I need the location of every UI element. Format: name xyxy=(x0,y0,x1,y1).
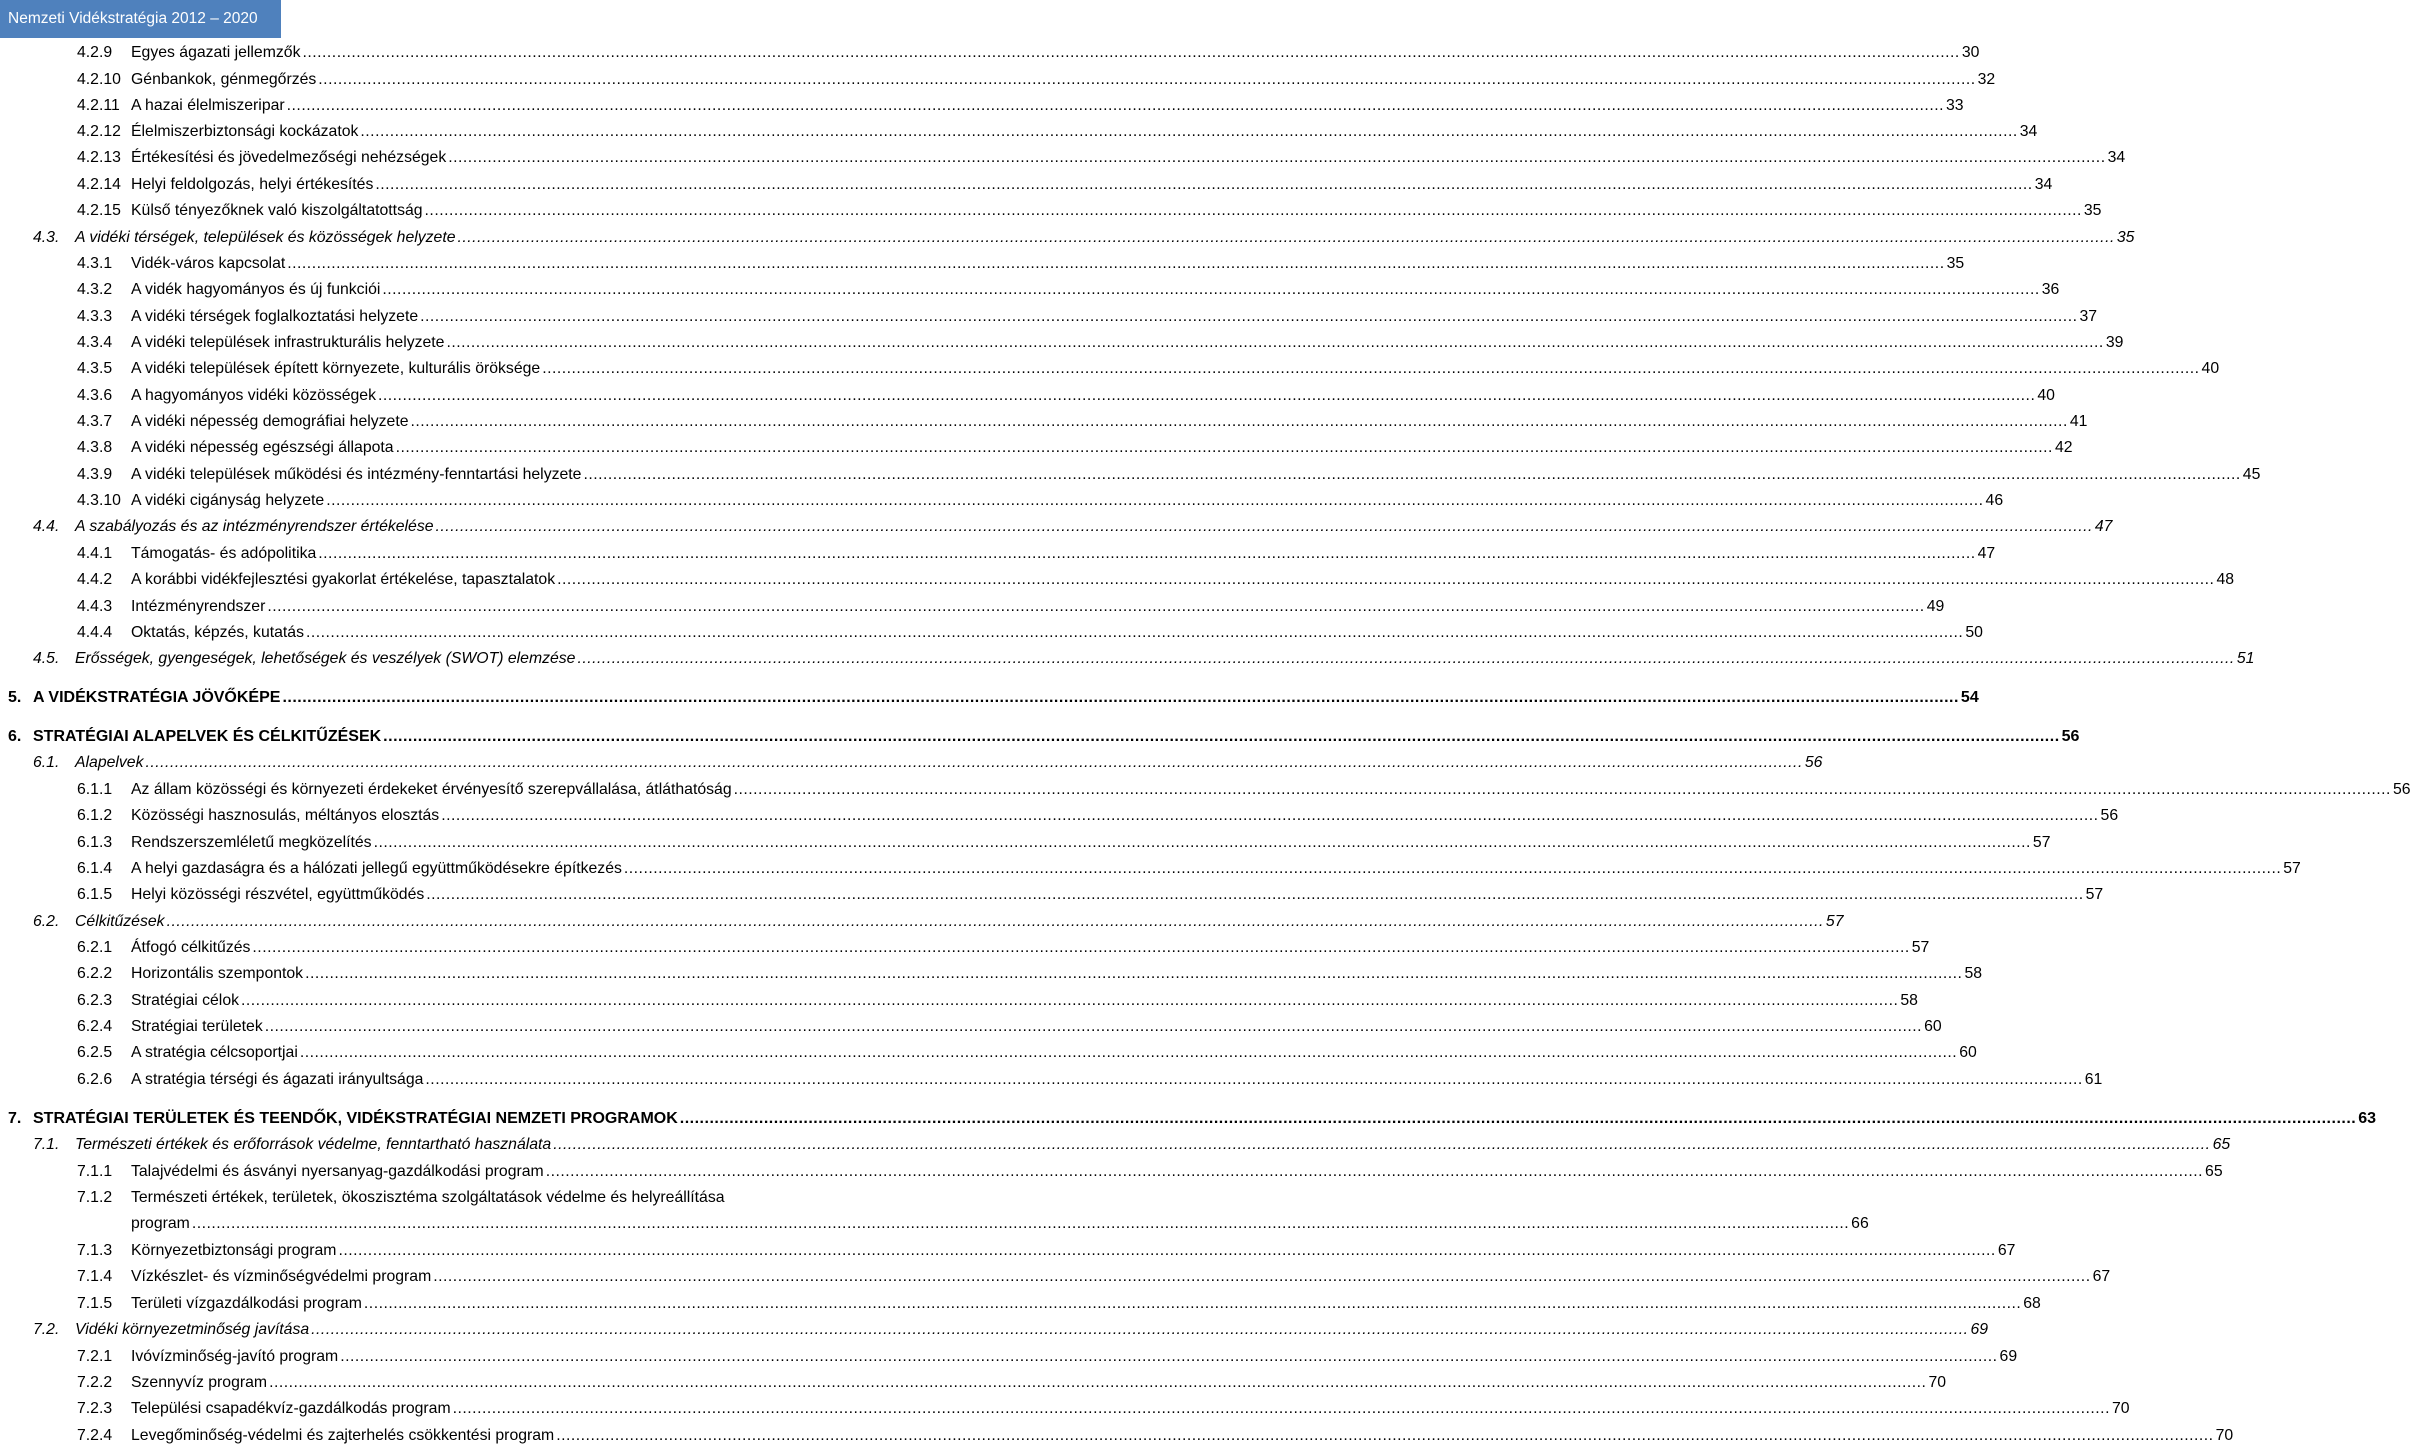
toc-entry-title: Az állam közösségi és környezeti érdekeket érvényesítő szerepvállalása, átláthatóság xyxy=(131,781,732,798)
dot-leader xyxy=(340,1346,1997,1368)
toc-entry-title: Levegőminőség-védelmi és zajterhelés csökkentési program xyxy=(131,1427,555,1444)
dot-leader xyxy=(192,1213,1849,1235)
toc-entry-number: 4.3.2 xyxy=(77,281,113,298)
toc-entry-title: A vidéki térségek foglalkoztatási helyzete xyxy=(131,308,419,325)
toc-entry-page: 70 xyxy=(2215,1427,2234,1444)
toc-entry-title: Támogatás- és adópolitika xyxy=(131,545,317,562)
toc-entry[interactable] xyxy=(77,1187,955,1209)
toc-entry[interactable] xyxy=(77,42,1980,64)
toc-entry-page: 56 xyxy=(2061,728,2080,745)
toc-entry-title: A helyi gazdaságra és a hálózati jellegű együttműködésekre építkezés xyxy=(131,860,622,877)
toc-entry-title: Vízkészlet- és vízminőségvédelmi program xyxy=(131,1268,432,1285)
toc-entry-title: A vidéki cigányság helyzete xyxy=(131,492,325,509)
toc-entry[interactable] xyxy=(77,253,1965,275)
toc-entry-continuation[interactable] xyxy=(131,1213,1869,1235)
dot-leader xyxy=(318,69,1975,91)
toc-entry[interactable] xyxy=(77,490,2004,512)
toc-entry[interactable] xyxy=(8,726,2080,748)
toc-entry[interactable] xyxy=(77,385,2055,407)
toc-entry-number: 6.2.1 xyxy=(77,939,113,956)
toc-entry-number: 4.2.13 xyxy=(77,149,121,166)
toc-entry-number: 4.3. xyxy=(33,229,60,246)
toc-entry-number: 6. xyxy=(8,728,22,745)
toc-entry[interactable] xyxy=(33,911,1844,933)
toc-entry-title: Vidéki környezetminőség javítása xyxy=(75,1321,310,1338)
toc-entry-number: 4.2.14 xyxy=(77,176,121,193)
dot-leader xyxy=(433,1266,2090,1288)
toc-entry-number: 6.2.3 xyxy=(77,992,113,1009)
toc-entry-title: A stratégia térségi és ágazati irányultsága xyxy=(131,1071,424,1088)
toc-entry-page: 40 xyxy=(2037,387,2055,404)
toc-entry-number: 6.1.4 xyxy=(77,860,113,877)
toc-entry-title: A hazai élelmiszeripar xyxy=(131,97,285,114)
toc-entry[interactable] xyxy=(77,1293,2041,1315)
toc-entry[interactable] xyxy=(77,832,2051,854)
toc-entry-number: 4.4.4 xyxy=(77,624,113,641)
toc-entry-title: Stratégiai célok xyxy=(131,992,240,1009)
toc-entry[interactable] xyxy=(77,937,1930,959)
toc-entry[interactable] xyxy=(77,990,1918,1012)
dot-leader xyxy=(446,332,2103,354)
toc-entry[interactable] xyxy=(77,69,1996,91)
toc-entry-title: A stratégia célcsoportjai xyxy=(131,1044,298,1061)
toc-entry-number: 4.4.3 xyxy=(77,598,113,615)
toc-entry-number: 4.2.9 xyxy=(77,44,113,61)
toc-entry-title: Alapelvek xyxy=(75,754,144,771)
toc-entry-title: STRATÉGIAI ALAPELVEK ÉS CÉLKITŰZÉSEK xyxy=(33,728,382,745)
toc-entry-title: Intézményrendszer xyxy=(131,598,266,615)
toc-entry[interactable] xyxy=(33,227,2135,249)
dot-leader xyxy=(287,95,1944,117)
toc-entry-page: 36 xyxy=(2041,281,2060,298)
toc-entry[interactable] xyxy=(33,1134,2231,1156)
toc-entry[interactable] xyxy=(77,1398,2130,1420)
toc-entry-page: 56 xyxy=(2392,781,2411,798)
toc-entry-page: 63 xyxy=(2358,1110,2377,1127)
toc-entry-number: 4.3.8 xyxy=(77,439,113,456)
toc-entry-title: Helyi feldolgozás, helyi értékesítés xyxy=(131,176,374,193)
toc-entry-title: Vidék-város kapcsolat xyxy=(131,255,286,272)
toc-entry[interactable] xyxy=(77,411,2088,433)
toc-entry-page: 45 xyxy=(2242,466,2261,483)
toc-entry-number: 4.4.1 xyxy=(77,545,113,562)
toc-entry-page: 69 xyxy=(1970,1321,1989,1338)
dot-leader xyxy=(252,937,1909,959)
toc-entry-title: Célkitűzések xyxy=(75,913,165,930)
toc-entry-title: A vidéki népesség egészségi állapota xyxy=(131,439,394,456)
toc-entry-number: 4.3.6 xyxy=(77,387,113,404)
toc-entry-number: 7.1.2 xyxy=(77,1189,113,1206)
dot-leader xyxy=(302,42,1959,64)
toc-entry-title-continuation: program xyxy=(131,1215,190,1232)
toc-entry-page: 34 xyxy=(2019,123,2038,140)
toc-entry-title: Külső tényezőknek való kiszolgáltatottság xyxy=(131,202,423,219)
toc-entry[interactable] xyxy=(77,306,2098,328)
toc-entry-title: A hagyományos vidéki közösségek xyxy=(131,387,376,404)
toc-entry-number: 4.3.10 xyxy=(77,492,121,509)
dot-leader xyxy=(458,227,2115,249)
toc-entry-title: Közösségi hasznosulás, méltányos elosztás xyxy=(131,807,440,824)
toc-entry[interactable] xyxy=(77,464,2261,486)
toc-entry-title: A vidéki népesség demográfiai helyzete xyxy=(131,413,409,430)
toc-entry-number: 7.2.4 xyxy=(77,1427,113,1444)
toc-entry-page: 35 xyxy=(1946,255,1965,272)
toc-entry-title: Átfogó célkitűzés xyxy=(131,939,251,956)
toc-entry-number: 7.1.5 xyxy=(77,1295,113,1312)
toc-entry-title: A vidéki települések működési és intézmény-fenntartási helyzete xyxy=(131,466,582,483)
toc-entry-page: 35 xyxy=(2083,202,2102,219)
dot-leader xyxy=(426,884,2083,906)
toc-entry-title: A szabályozás és az intézményrendszer értékelése xyxy=(75,518,434,535)
dot-leader xyxy=(306,622,1963,644)
toc-entry[interactable] xyxy=(8,687,1979,709)
toc-entry-number: 7. xyxy=(8,1110,22,1127)
toc-entry[interactable] xyxy=(77,358,2220,380)
toc-entry-title: Természeti értékek, területek, ökoszisztéma szolgáltatások védelme és helyreállítása xyxy=(131,1189,725,1206)
toc-entry-number: 6.2.6 xyxy=(77,1071,113,1088)
dot-leader xyxy=(420,306,2077,328)
dot-leader xyxy=(374,832,2031,854)
toc-entry-page: 41 xyxy=(2069,413,2088,430)
dot-leader xyxy=(269,1372,1926,1394)
toc-entry-number: 7.1.4 xyxy=(77,1268,113,1285)
toc-entry-title: Helyi közösségi részvétel, együttműködés xyxy=(131,886,425,903)
toc-entry[interactable] xyxy=(77,884,2104,906)
toc-entry-number: 7.2.3 xyxy=(77,1400,113,1417)
dot-leader xyxy=(146,752,1803,774)
toc-entry-number: 4.3.1 xyxy=(77,255,113,272)
toc-entry[interactable] xyxy=(77,147,2126,169)
toc-entry[interactable] xyxy=(77,200,2102,222)
toc-entry[interactable] xyxy=(77,543,1996,565)
toc-entry[interactable] xyxy=(77,963,1983,985)
toc-entry-title: A vidéki térségek, települések és közösségek helyzete xyxy=(75,229,456,246)
toc-entry[interactable] xyxy=(77,174,2053,196)
toc-entry-page: 60 xyxy=(1924,1018,1942,1035)
toc-entry-title: Egyes ágazati jellemzők xyxy=(131,44,301,61)
dot-leader xyxy=(241,990,1898,1012)
toc-entry[interactable] xyxy=(77,437,2073,459)
toc-entry-number: 4.4.2 xyxy=(77,571,113,588)
toc-entry-number: 4.2.15 xyxy=(77,202,121,219)
dot-leader xyxy=(453,1398,2110,1420)
toc-entry-page: 46 xyxy=(1985,492,2004,509)
toc-entry[interactable] xyxy=(33,516,2113,538)
dot-leader xyxy=(680,1108,2356,1130)
toc-entry-page: 34 xyxy=(2034,176,2053,193)
dot-leader xyxy=(425,1069,2082,1091)
dot-leader xyxy=(382,279,2039,301)
toc-entry[interactable] xyxy=(77,1240,2016,1262)
toc-entry-number: 6.1.5 xyxy=(77,886,113,903)
dot-leader xyxy=(267,596,1924,618)
toc-entry-page: 61 xyxy=(2084,1071,2103,1088)
toc-entry-page: 42 xyxy=(2054,439,2073,456)
toc-entry-title: A vidék hagyományos és új funkciói xyxy=(131,281,381,298)
toc-entry-number: 6.1. xyxy=(33,754,60,771)
toc-entry-title: STRATÉGIAI TERÜLETEK ÉS TEENDŐK, VIDÉKSTRATÉGIAI NEMZETI PROGRAMOK xyxy=(33,1110,678,1127)
dot-leader xyxy=(311,1319,1968,1341)
document-header xyxy=(0,0,281,38)
toc-entry[interactable] xyxy=(77,805,2119,827)
toc-entry-page: 57 xyxy=(1825,913,1844,930)
toc-entry-page: 40 xyxy=(2201,360,2220,377)
toc-entry-number: 4.2.10 xyxy=(77,71,121,88)
toc-entry-title: A korábbi vidékfejlesztési gyakorlat értékelése, tapasztalatok xyxy=(131,571,556,588)
toc-entry[interactable] xyxy=(77,1266,2111,1288)
toc-entry-number: 4.3.4 xyxy=(77,334,113,351)
toc-entry-page: 57 xyxy=(2283,860,2301,877)
toc-entry[interactable] xyxy=(77,1042,1977,1064)
toc-entry[interactable] xyxy=(77,1372,1947,1394)
toc-entry-number: 4.3.7 xyxy=(77,413,113,430)
toc-entry-page: 60 xyxy=(1959,1044,1977,1061)
toc-entry-page: 56 xyxy=(1804,754,1823,771)
toc-entry-page: 70 xyxy=(1928,1374,1947,1391)
dot-leader xyxy=(287,253,1944,275)
toc-entry-number: 4.3.5 xyxy=(77,360,113,377)
dot-leader xyxy=(441,805,2098,827)
toc-entry-page: 65 xyxy=(2212,1136,2231,1153)
dot-leader xyxy=(167,911,1824,933)
dot-leader xyxy=(448,147,2105,169)
toc-entry-number: 4.3.9 xyxy=(77,466,113,483)
dot-leader xyxy=(282,687,1958,709)
toc-entry-page: 65 xyxy=(2205,1163,2223,1180)
toc-entry-title: A vidéki települések épített környezete, kulturális öröksége xyxy=(131,360,541,377)
dot-leader xyxy=(411,411,2068,433)
toc-entry-title: Oktatás, képzés, kutatás xyxy=(131,624,304,641)
toc-entry-page: 30 xyxy=(1961,44,1980,61)
toc-entry[interactable] xyxy=(77,858,2301,880)
toc-entry-page: 69 xyxy=(1999,1348,2018,1365)
toc-entry-page: 33 xyxy=(1946,97,1964,114)
toc-entry[interactable] xyxy=(33,648,2255,670)
toc-entry-page: 57 xyxy=(1911,939,1930,956)
toc-entry-number: 6.2.4 xyxy=(77,1018,113,1035)
toc-entry-number: 6.1.3 xyxy=(77,834,113,851)
toc-entry[interactable] xyxy=(77,1346,2018,1368)
toc-entry[interactable] xyxy=(8,1108,2377,1130)
dot-leader xyxy=(265,1016,1922,1038)
toc-entry-page: 32 xyxy=(1977,71,1996,88)
toc-entry-page: 37 xyxy=(2079,308,2098,325)
toc-entry-title: Horizontális szempontok xyxy=(131,965,304,982)
toc-entry-title: Ivóvízminőség-javító program xyxy=(131,1348,339,1365)
toc-entry-title: Értékesítési és jövedelmezőségi nehézségek xyxy=(131,149,447,166)
dot-leader xyxy=(338,1240,1995,1262)
toc-entry-page: 49 xyxy=(1926,598,1945,615)
toc-entry-page: 47 xyxy=(1977,545,1996,562)
dot-leader xyxy=(436,516,2093,538)
toc-entry-number: 7.2.1 xyxy=(77,1348,113,1365)
toc-entry[interactable] xyxy=(77,279,2060,301)
toc-entry[interactable] xyxy=(77,121,2038,143)
dot-leader xyxy=(556,1425,2213,1447)
toc-entry-page: 47 xyxy=(2094,518,2113,535)
toc-entry-number: 6.2.2 xyxy=(77,965,113,982)
toc-entry-page: 58 xyxy=(1964,965,1983,982)
toc-entry[interactable] xyxy=(77,332,2124,354)
dot-leader xyxy=(734,779,2391,801)
toc-entry-number: 4.5. xyxy=(33,650,60,667)
toc-entry-title: A vidéki települések infrastrukturális helyzete xyxy=(131,334,445,351)
toc-entry-page: 34 xyxy=(2107,149,2126,166)
toc-entry-number: 4.4. xyxy=(33,518,60,535)
toc-entry-title: Szennyvíz program xyxy=(131,1374,268,1391)
toc-entry-page: 57 xyxy=(2032,834,2051,851)
toc-entry-number: 4.2.12 xyxy=(77,123,121,140)
dot-leader xyxy=(326,490,1983,512)
toc-entry-title: A VIDÉKSTRATÉGIA JÖVŐKÉPE xyxy=(33,689,281,706)
dot-leader xyxy=(425,200,2082,222)
toc-entry-page: 35 xyxy=(2116,229,2135,246)
toc-entry[interactable] xyxy=(33,1319,1989,1341)
toc-entry-number: 4.2.11 xyxy=(77,97,120,114)
toc-entry-number: 5. xyxy=(8,689,22,706)
toc-entry-page: 57 xyxy=(2085,886,2104,903)
toc-entry-title: Erősségek, gyengeségek, lehetőségek és veszélyek (SWOT) elemzése xyxy=(75,650,576,667)
dot-leader xyxy=(624,858,2281,880)
toc-entry-number: 6.2.5 xyxy=(77,1044,113,1061)
toc-entry[interactable] xyxy=(77,622,1983,644)
dot-leader xyxy=(318,543,1975,565)
toc-entry-page: 51 xyxy=(2236,650,2255,667)
dot-leader xyxy=(557,569,2214,591)
toc-entry-page: 68 xyxy=(2023,1295,2041,1312)
dot-leader xyxy=(360,121,2017,143)
toc-entry-number: 7.2. xyxy=(33,1321,60,1338)
toc-entry-page: 67 xyxy=(1997,1242,2016,1259)
toc-entry-title: Stratégiai területek xyxy=(131,1018,263,1035)
toc-entry-title: Környezetbiztonsági program xyxy=(131,1242,337,1259)
toc-entry-number: 4.3.3 xyxy=(77,308,113,325)
toc-entry[interactable] xyxy=(77,1161,2223,1183)
toc-entry-page: 56 xyxy=(2100,807,2119,824)
toc-entry-number: 7.2.2 xyxy=(77,1374,113,1391)
toc-entry-page: 39 xyxy=(2105,334,2124,351)
document-title: Nemzeti Vidékstratégia 2012 – 2020 xyxy=(8,10,258,27)
dot-leader xyxy=(583,464,2240,486)
toc-entry[interactable] xyxy=(33,752,1823,774)
dot-leader xyxy=(553,1134,2210,1156)
toc-entry[interactable] xyxy=(77,1069,2103,1091)
toc-entry-title: Területi vízgazdálkodási program xyxy=(131,1295,362,1312)
toc-entry-page: 70 xyxy=(2111,1400,2130,1417)
dot-leader xyxy=(396,437,2053,459)
toc-entry-page: 67 xyxy=(2092,1268,2111,1285)
toc-entry-number: 6.1.2 xyxy=(77,807,113,824)
dot-leader xyxy=(378,385,2035,407)
toc-entry-number: 7.1.3 xyxy=(77,1242,113,1259)
toc-entry-title: Települési csapadékvíz-gazdálkodás program xyxy=(131,1400,451,1417)
toc-entry-number: 6.1.1 xyxy=(77,781,113,798)
toc-entry-page: 54 xyxy=(1960,689,1979,706)
toc-entry-title: Rendszerszemléletű megközelítés xyxy=(131,834,372,851)
toc-entry-page: 50 xyxy=(1965,624,1983,641)
toc-entry[interactable] xyxy=(77,779,2411,801)
toc-entry[interactable] xyxy=(77,569,2235,591)
dot-leader xyxy=(305,963,1962,985)
toc-entry-page: 58 xyxy=(1900,992,1918,1009)
toc-entry-number: 7.1. xyxy=(33,1136,60,1153)
toc-entry-page: 48 xyxy=(2216,571,2235,588)
dot-leader xyxy=(577,648,2234,670)
dot-leader xyxy=(300,1042,1957,1064)
toc-entry-number: 6.2. xyxy=(33,913,60,930)
toc-entry-title: Természeti értékek és erőforrások védelme, fenntartható használata xyxy=(75,1136,552,1153)
toc-entry-title: Talajvédelmi és ásványi nyersanyag-gazdálkodási program xyxy=(131,1163,544,1180)
toc-entry[interactable] xyxy=(77,95,1964,117)
toc-entry[interactable] xyxy=(77,1425,2234,1447)
toc-entry-number: 7.1.1 xyxy=(77,1163,113,1180)
dot-leader xyxy=(364,1293,2021,1315)
toc-entry-title: Génbankok, génmegőrzés xyxy=(131,71,317,88)
toc-entry[interactable] xyxy=(77,596,1945,618)
dot-leader xyxy=(375,174,2032,196)
toc-entry[interactable] xyxy=(77,1016,1942,1038)
dot-leader xyxy=(542,358,2199,380)
dot-leader xyxy=(383,726,2059,748)
dot-leader xyxy=(546,1161,2203,1183)
toc-entry-title: Élelmiszerbiztonsági kockázatok xyxy=(131,123,359,140)
toc-entry-page: 66 xyxy=(1851,1215,1869,1232)
